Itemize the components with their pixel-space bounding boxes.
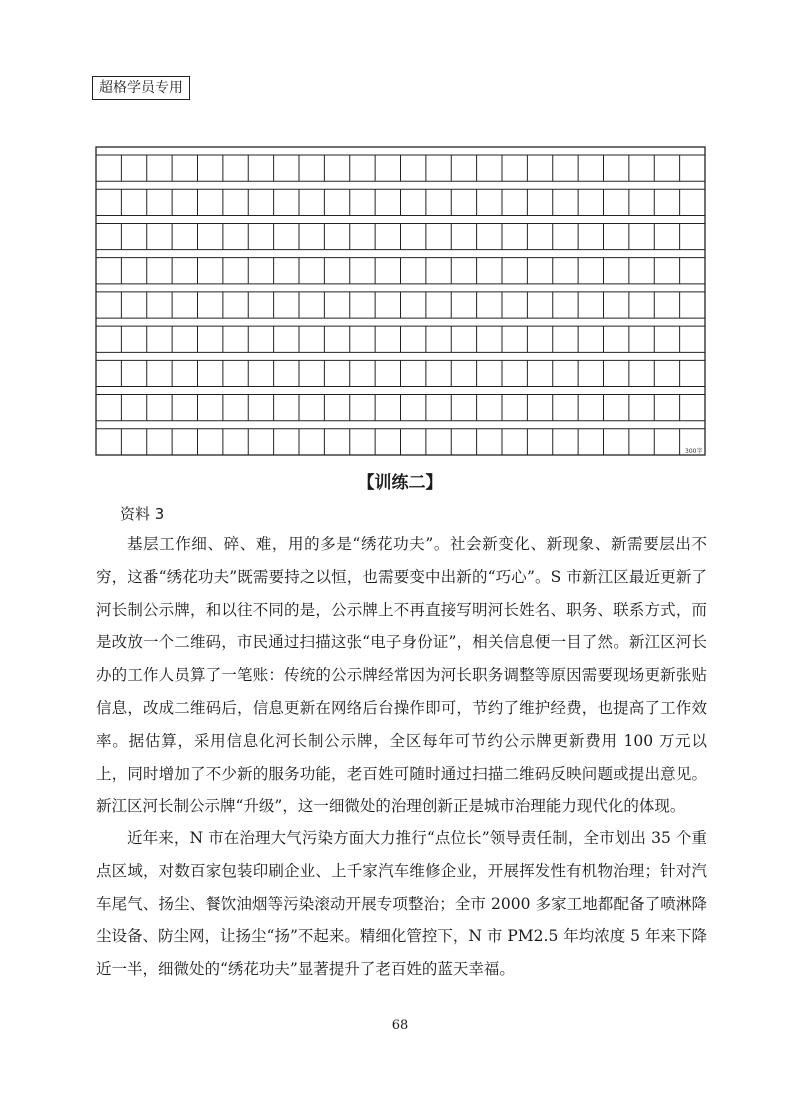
grid-row: [96, 258, 705, 284]
answer-grid: [0, 0, 800, 470]
exclusive-label: 超格学员专用: [92, 76, 190, 100]
material-paragraph-1: 基层工作细、碎、难，用的多是“绣花功夫”。社会新变化、新现象、新需要层出不穷，这番“绣花功夫”既需要持之以恒，也需要变中出新的“巧心”。S 市新江区最近更新了河长制公示牌，和以往不同的是，公示牌上不再直接写明河长姓名、职务、联系方式，而是改放一个二维码，市民通过扫描这张“电子身份证”，相关信息便一目了然。新江区河长办的工作人员算了一笔账：传统的公示牌经常因为河长职务调整等原因需要现场更新张贴信息，改成二维码后，信息更新在网络后台操作即可，节约了维护经费，也提高了工作效率。据估算，采用信息化河长制公示牌，全区每年可节约公示牌更新费用 100 万元以上，同时增加了不少新的服务功能，老百姓可随时通过扫描二维码反映问题或提出意见。新江区河长制公示牌“升级”，这一细微处的治理创新正是城市治理能力现代化的体现。: [96, 535, 707, 816]
word-count-marker: 300字: [685, 448, 703, 455]
grid-row: [96, 189, 705, 215]
material-paragraph-2: 近年来，N 市在治理大气污染方面大力推行“点位长”领导责任制，全市划出 35 个重点区域，对数百家包装印刷企业、上千家汽车维修企业，开展挥发性有机物治理；针对汽车尾气、扬尘、餐饮油烟等污染滚动开展专项整治；全市 2000 多家工地都配备了喷淋降尘设备、防尘网，让扬尘“扬”不起来。精细化管控下，N 市 PM2.5 年均浓度 5 年来下降近一半，细微处的“绣花功夫”显著提升了老百姓的蓝天幸福。: [96, 829, 707, 979]
section-title: 【训练二】: [357, 473, 443, 493]
grid-row: [96, 155, 705, 181]
grid-row: [96, 223, 705, 249]
grid-row: [96, 326, 705, 352]
page-number: 68: [391, 1018, 409, 1033]
grid-row: [96, 292, 705, 318]
grid-row: [96, 429, 705, 455]
grid-row: [96, 360, 705, 386]
grid-row: [96, 395, 705, 421]
material-title: 资料 3: [120, 505, 165, 523]
